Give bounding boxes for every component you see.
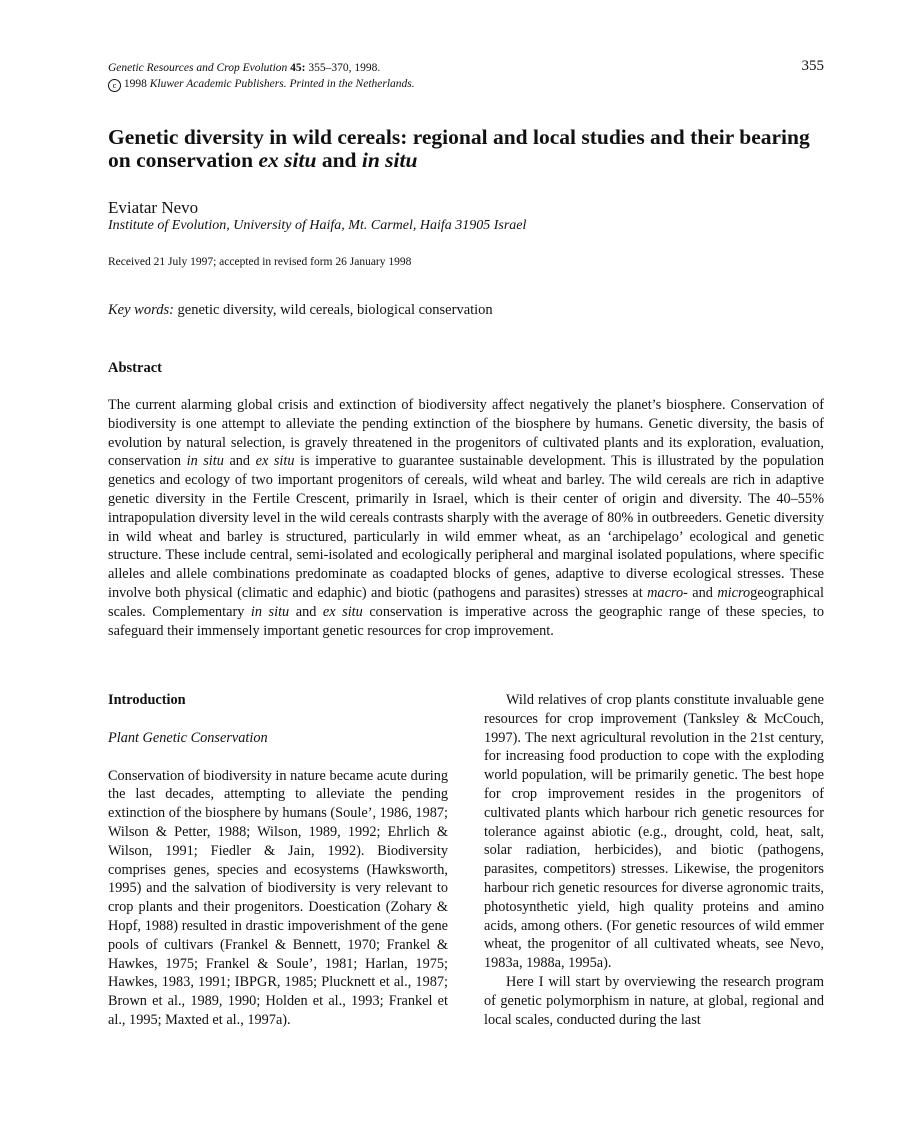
title-and: and bbox=[321, 148, 357, 172]
right-column bbox=[484, 691, 824, 1029]
keywords-text: genetic diversity, wild cereals, biological conservation bbox=[177, 302, 493, 318]
title-in-situ: in situ bbox=[361, 148, 418, 172]
abstract-part-2: is imperative to guarantee sustainable development. This is illustrated by the population genetics and ecology of two important progenitors of cereals, wild wheat and barley. The wild cereals are rich in adaptive genetic diversity in the Fertile Crescent, primarily in Israel, which is their center of origin and diversity. The 40–55% intrapopulation diversity level in the wild cereals contrasts sharply with the average of 80% in outbreeders. Genetic diversity in wild wheat and barley is structured, particularly in wild emmer wheat, as an ‘archipelago’ ecological and genetic structure. These include central, semi-isolated and ecologically peripheral and marginal isolated populations, where specific alleles and allele combinations predominate as coadapted blocks of genes, adaptive to diverse ecological stresses. These involve both physical (climatic and edaphic) and biotic (pathogens and parasites) stresses at bbox=[108, 453, 824, 601]
publisher-info: Kluwer Academic Publishers. Printed in the Netherlands. bbox=[149, 78, 415, 90]
intro-paragraph-left: Conservation of biodiversity in nature became acute during the last decades, attempting to alleviate the pending extinction of the biosphere by humans (Soule’, 1986, 1987; Wilson & Petter, 1988; Wilson, 1989, 1992; Ehrlich & Wilson, 1991; Fiedler & Jain, 1992). Biodiversity comprises genes, species and ecosystems (Hawksworth, 1995) and the salvation of biodiversity is very relevant to crop plants and their progenitors. Doestication (Zohary & Hopf, 1988) resulted in drastic impoverishment of the gene pools of cultivars (Frankel & Bennett, 1970; Frankel & Hawkes, 1975; Frankel & Soule’, 1981; Harlan, 1975; Hawkes, 1983, 1991; IBPGR, 1985; Plucknett et al., 1987; Brown et al., 1989, 1990; Holden et al., 1993; Frankel et al., 1995; Maxted et al., 1997a). bbox=[108, 767, 448, 1028]
author-name: Eviatar Nevo bbox=[108, 198, 199, 217]
abstract-in-situ: in situ bbox=[186, 453, 224, 470]
abstract-micro: micro bbox=[717, 584, 751, 601]
copyright-symbol-letter: c bbox=[112, 80, 117, 90]
copyright-year: 1998 bbox=[123, 78, 147, 90]
journal-volume: 45: bbox=[290, 62, 306, 74]
page-number: 355 bbox=[801, 58, 824, 74]
abstract-part-1: The current alarming global crisis and extinction of biodiversity affect negatively the planet’s biosphere. Conservation of biodiversity is one attempt to alleviate the pending extinction of the biosphere by humans. Genetic diversity, the basis of evolution by natural selection, is gravely threatened in the progenitors of cultivated plants and its exploration, evaluation, conservation bbox=[108, 397, 824, 470]
abstract-and: and bbox=[229, 453, 251, 470]
copyright-line bbox=[108, 76, 415, 92]
paper-title bbox=[108, 126, 838, 172]
title-ex-situ: ex situ bbox=[258, 148, 317, 172]
title-line-2 bbox=[108, 149, 838, 172]
abstract-ex-situ: ex situ bbox=[255, 453, 295, 470]
keywords-label: Key words: bbox=[108, 302, 174, 318]
abstract-macro: macro- bbox=[647, 584, 688, 601]
keywords bbox=[108, 302, 493, 319]
journal-citation bbox=[108, 60, 415, 92]
title-part-a: on conservation bbox=[108, 148, 254, 172]
author-affiliation: Institute of Evolution, University of Haifa, Mt. Carmel, Haifa 31905 Israel bbox=[108, 218, 527, 233]
left-column bbox=[108, 691, 448, 1030]
abstract-heading: Abstract bbox=[108, 360, 162, 376]
abstract-and-3: and bbox=[295, 603, 317, 620]
journal-citation-line bbox=[108, 60, 415, 76]
intro-paragraph-right-2: Here I will start by overviewing the research program of genetic polymorphism in nature, at global, regional and local scales, conducted during the last bbox=[484, 973, 824, 1028]
title-line-1: Genetic diversity in wild cereals: regional and local studies and their bearing bbox=[108, 125, 810, 149]
intro-paragraph-right-1: Wild relatives of crop plants constitute invaluable gene resources for crop improvement (Tanksley & McCouch, 1997). The next agricultural revolution in the 21st century, for increasing food production to cope with the exploding world population, will be primarily genetic. The best hope for crop improvement resides in the progenitors of cultivated plants which harbour rich genetic resources for tolerance against abiotic (e.g., drought, cold, heat, salt, solar radiation, herbicides), and biotic (pathogens, parasites, competitors) stresses. Likewise, the progenitors harbour rich genetic resources for diverse agronomic traits, photosynthetic yield, high quality proteins and amino acids, among others. (For genetic resources of wild emmer wheat, the progenitor of all cultivated wheats, see Nevo, 1983a, 1988a, 1995a). bbox=[484, 692, 824, 972]
abstract-text bbox=[108, 396, 824, 640]
abstract-ex-situ-2: ex situ bbox=[322, 603, 363, 620]
abstract-part-4: conservation is imperative across the geographic range of these species, to safeguard their immensely important genetic resources for crop improvement. bbox=[108, 603, 825, 639]
abstract-part-3: geographical scales. Complementary bbox=[108, 584, 825, 620]
received-dates: Received 21 July 1997; accepted in revised form 26 January 1998 bbox=[108, 256, 412, 268]
introduction-heading: Introduction bbox=[108, 692, 186, 708]
copyright-symbol bbox=[108, 79, 121, 92]
journal-pages-year: 355–370, 1998. bbox=[308, 62, 381, 74]
subsection-heading: Plant Genetic Conservation bbox=[108, 729, 268, 746]
journal-name: Genetic Resources and Crop Evolution bbox=[108, 62, 288, 74]
abstract-in-situ-2: in situ bbox=[250, 603, 290, 620]
abstract-and-2: and bbox=[692, 584, 713, 601]
